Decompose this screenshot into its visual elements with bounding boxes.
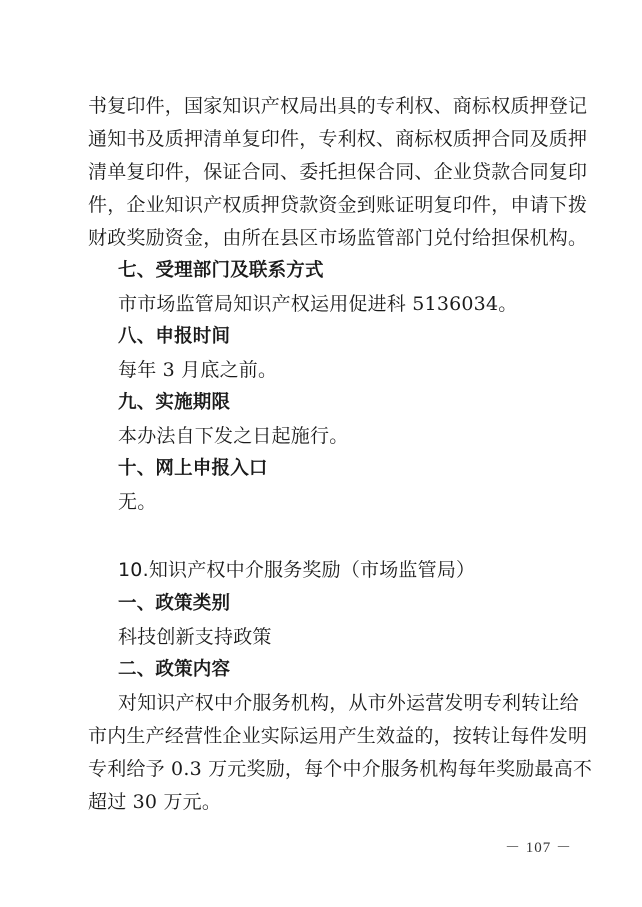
policy-title: 10.知识产权中介服务奖励（市场监管局） (118, 559, 476, 581)
content-line: 超过 30 万元。 (88, 791, 222, 813)
content-line: 对知识产权中介服务机构，从市外运营发明专利转让给 (118, 692, 579, 714)
paragraph-line: 财政奖励资金，由所在县区市场监管部门兑付给担保机构。 (88, 227, 588, 249)
section-heading: 八、申报时间 (118, 326, 231, 347)
content-line: 专利给予 0.3 万元奖励，每个中介服务机构每年奖励最高不 (88, 758, 593, 780)
section-body: 市市场监管局知识产权运用促进科 5136034。 (118, 293, 518, 315)
section-body: 无。 (118, 491, 157, 513)
paragraph-line: 通知书及质押清单复印件，专利权、商标权质押合同及质押 (88, 128, 588, 150)
content-line: 市内生产经营性企业实际运用产生效益的，按转让每件发明 (88, 725, 588, 747)
paragraph-line: 清单复印件，保证合同、委托担保合同、企业贷款合同复印 (88, 161, 588, 183)
section-heading: 一、政策类别 (118, 593, 231, 614)
paragraph-line: 件，企业知识产权质押贷款资金到账证明复印件，申请下拨 (88, 194, 588, 216)
section-heading: 十、网上申报入口 (118, 458, 268, 479)
section-body: 科技创新支持政策 (118, 626, 272, 648)
section-heading: 二、政策内容 (118, 659, 231, 680)
page-number: － 107 － (505, 840, 573, 856)
paragraph-line: 书复印件，国家知识产权局出具的专利权、商标权质押登记 (88, 95, 588, 117)
section-heading: 九、实施期限 (118, 392, 231, 413)
section-body: 本办法自下发之日起施行。 (118, 425, 349, 447)
section-heading: 七、受理部门及联系方式 (118, 260, 324, 281)
section-body: 每年 3 月底之前。 (118, 359, 278, 381)
